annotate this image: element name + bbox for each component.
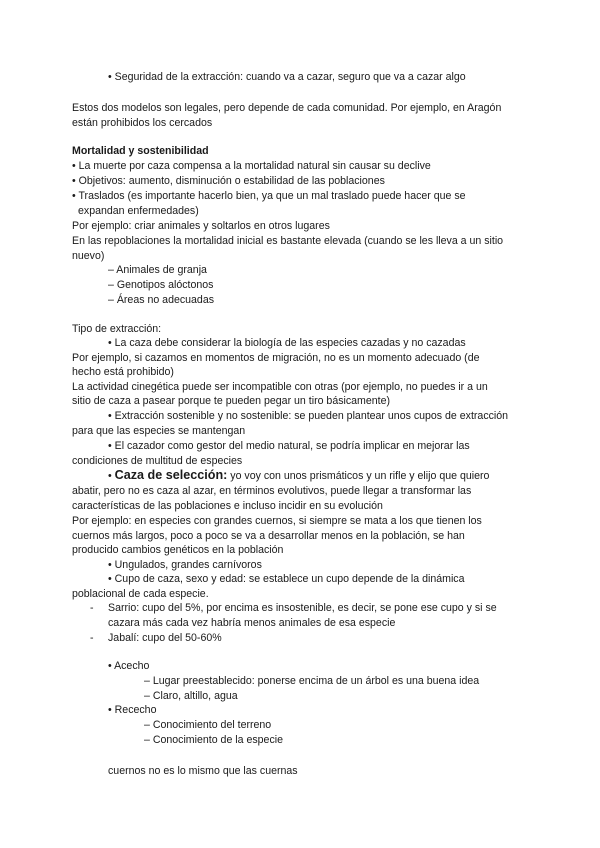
bullet-mark: • bbox=[108, 470, 115, 482]
paragraph-line: sitio de caza a pasear porque te pueden pegar un tiro básicamente) bbox=[72, 395, 391, 407]
bullet-line: • Acecho bbox=[108, 660, 150, 672]
paragraph-line: condiciones de multitud de especies bbox=[72, 455, 243, 467]
bullet-line: • Traslados (es importante hacerlo bien, ya que un mal traslado puede hacer que se bbox=[72, 190, 466, 202]
bullet-caza-seleccion bbox=[108, 469, 489, 483]
dash-item: – Áreas no adecuadas bbox=[108, 294, 215, 306]
bullet-line: • La muerte por caza compensa a la mortalidad natural sin causar su declive bbox=[72, 160, 431, 172]
bullet-line: • La caza debe considerar la biología de las especies cazadas y no cazadas bbox=[108, 337, 466, 349]
paragraph-line: abatir, pero no es caza al azar, en términos evolutivos, puede llegar a transformar las bbox=[72, 485, 472, 497]
bullet-line: • El cazador como gestor del medio natural, se podría implicar en mejorar las bbox=[108, 440, 470, 452]
dash-mark: - bbox=[90, 632, 94, 644]
dash-item: – Genotipos alóctonos bbox=[108, 279, 214, 291]
list-item-cont: cazara más cada vez habría menos animales de esa especie bbox=[108, 617, 396, 629]
bullet-line: • Extracción sostenible y no sostenible: se pueden plantear unos cupos de extracción bbox=[108, 410, 509, 422]
paragraph-line: cuernos no es lo mismo que las cuernas bbox=[108, 765, 298, 777]
paragraph-line: Tipo de extracción: bbox=[72, 323, 162, 335]
bullet-text: yo voy con unos prismáticos y un rifle y elijo que quiero bbox=[227, 470, 490, 482]
paragraph-line: Por ejemplo: criar animales y soltarlos en otros lugares bbox=[72, 220, 330, 232]
list-item: Jabalí: cupo del 50-60% bbox=[108, 632, 222, 644]
bullet-line: • Ungulados, grandes carnívoros bbox=[108, 559, 262, 571]
paragraph-line: características de las poblaciones e incluso incidir en su evolución bbox=[72, 500, 383, 512]
bullet-line: • Rececho bbox=[108, 704, 157, 716]
paragraph-line: expandan enfermedades) bbox=[78, 205, 199, 217]
bullet-line: • Objetivos: aumento, disminución o estabilidad de las poblaciones bbox=[72, 175, 385, 187]
paragraph-line: En las repoblaciones la mortalidad inicial es bastante elevada (cuando se les lleva a un sitio bbox=[72, 235, 504, 247]
paragraph-line: están prohibidos los cercados bbox=[72, 117, 213, 129]
bullet-line: • Cupo de caza, sexo y edad: se establece un cupo depende de la dinámica bbox=[108, 573, 465, 585]
paragraph-line: Estos dos modelos son legales, pero depende de cada comunidad. Por ejemplo, en Aragón bbox=[72, 102, 502, 114]
section-heading: Mortalidad y sostenibilidad bbox=[72, 145, 209, 157]
list-item: Sarrio: cupo del 5%, por encima es insostenible, es decir, se pone ese cupo y si se bbox=[108, 602, 497, 614]
paragraph-line: poblacional de cada especie. bbox=[72, 588, 209, 600]
dash-item: – Animales de granja bbox=[108, 264, 207, 276]
paragraph-line: Por ejemplo, si cazamos en momentos de migración, no es un momento adecuado (de bbox=[72, 352, 480, 364]
paragraph-line: nuevo) bbox=[72, 250, 105, 262]
bullet-seguridad: • Seguridad de la extracción: cuando va a cazar, seguro que va a cazar algo bbox=[108, 71, 466, 83]
paragraph-line: Por ejemplo: en especies con grandes cuernos, si siempre se mata a los que tienen los bbox=[72, 515, 482, 527]
dash-item: – Conocimiento de la especie bbox=[144, 734, 283, 746]
paragraph-line: cuernos más largos, poco a poco se va a desarrollar menos en la población, se han bbox=[72, 530, 465, 542]
dash-item: – Conocimiento del terreno bbox=[144, 719, 272, 731]
dash-item: – Claro, altillo, agua bbox=[144, 690, 238, 702]
dash-item: – Lugar preestablecido: ponerse encima de un árbol es una buena idea bbox=[144, 675, 480, 687]
paragraph-line: producido cambios genéticos en la población bbox=[72, 544, 284, 556]
paragraph-line: hecho está prohibido) bbox=[72, 366, 174, 378]
bold-term: Caza de selección: bbox=[114, 468, 228, 482]
paragraph-line: La actividad cinegética puede ser incompatible con otras (por ejemplo, no puedes ir a un bbox=[72, 381, 488, 393]
paragraph-line: para que las especies se mantengan bbox=[72, 425, 246, 437]
dash-mark: - bbox=[90, 602, 94, 614]
